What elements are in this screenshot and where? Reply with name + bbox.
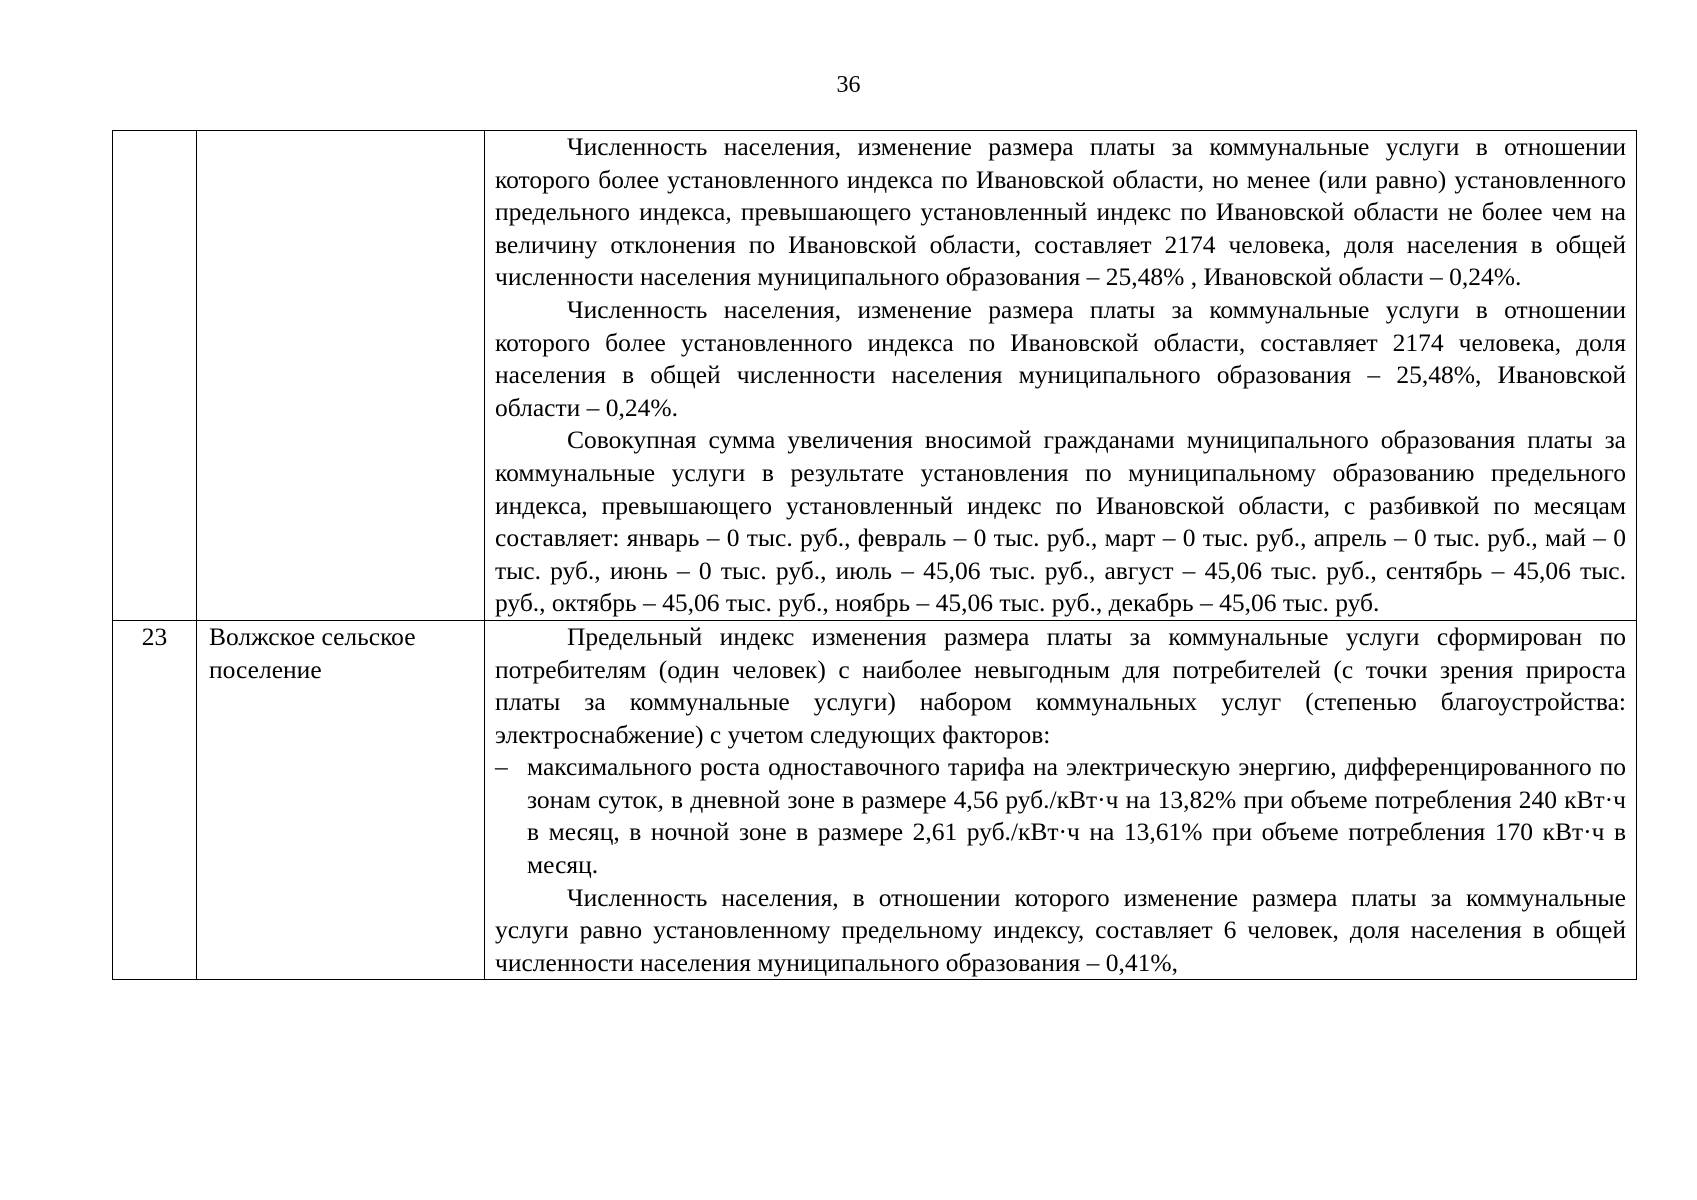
- page-number: 36: [836, 72, 861, 98]
- description-cell: [485, 131, 1637, 621]
- paragraph: Предельный индекс изменения размера платы за коммунальные услуги сформирован по потребителям (один человек) с наиболее невыгодным для потребителей (с точки зрения прироста платы за коммунальные услуги) набором коммунальных услуг (степенью благоустройства: электроснабжение) с учетом следующих факторов:: [495, 621, 1626, 749]
- paragraph: Численность населения, в отношении которого изменение размера платы за коммунальные услуги равно установленному предельному индексу, составляет 6 человек, доля населения в общей численности населения муниципального образования – 0,41%,: [495, 882, 1626, 977]
- municipality-name-cell: [197, 131, 485, 621]
- bullet-item: [495, 751, 1626, 881]
- bullet-dash: –: [495, 752, 508, 782]
- municipal-index-table: [112, 130, 1637, 980]
- bullet-text: максимального роста одноставочного тарифа на электрическую энергию, дифференцированного по зонам суток, в дневной зоне в размере 4,56 руб./кВт·ч на 13,82% при объеме потребления 240 кВт·ч в месяц, в ночной зоне в размере 2,61 руб./кВт·ч на 13,61% при объеме потребления 170 кВт·ч в месяц.: [527, 752, 1626, 880]
- description-cell: [485, 620, 1637, 980]
- row-number-cell: 23: [113, 620, 197, 980]
- table-row: [113, 620, 1637, 980]
- paragraph: Численность населения, изменение размера платы за коммунальные услуги в отношении которого более установленного индекса по Ивановской области, составляет 2174 человека, доля населения в общей численности населения муниципального образования – 25,48%, Ивановской области – 0,24%.: [495, 294, 1626, 422]
- paragraph: Совокупная сумма увеличения вносимой гражданами муниципального образования платы за коммунальные услуги в результате установления по муниципальному образованию предельного индекса, превышающего установленный индекс по Ивановской области, с разбивкой по месяцам составляет: январь – 0 тыс. руб., февраль – 0 тыс. руб., март – 0 тыс. руб., апрель – 0 тыс. руб., май – 0 тыс. руб., июнь – 0 тыс. руб., июль – 45,06 тыс. руб., август – 45,06 тыс. руб., сентябрь – 45,06 тыс. руб., октябрь – 45,06 тыс. руб., ноябрь – 45,06 тыс. руб., декабрь – 45,06 тыс. руб.: [495, 425, 1626, 618]
- table-row: [113, 131, 1637, 621]
- row-number-cell: [113, 131, 197, 621]
- municipality-name-cell: Волжское сельское поселение: [197, 620, 485, 980]
- paragraph: Численность населения, изменение размера платы за коммунальные услуги в отношении которого более установленного индекса по Ивановской области, но менее (или равно) установленного предельного индекса, превышающего установленный индекс по Ивановской области не более чем на величину отклонения по Ивановской области, составляет 2174 человека, доля населения в общей численности населения муниципального образования – 25,48% , Ивановской области – 0,24%.: [495, 132, 1626, 292]
